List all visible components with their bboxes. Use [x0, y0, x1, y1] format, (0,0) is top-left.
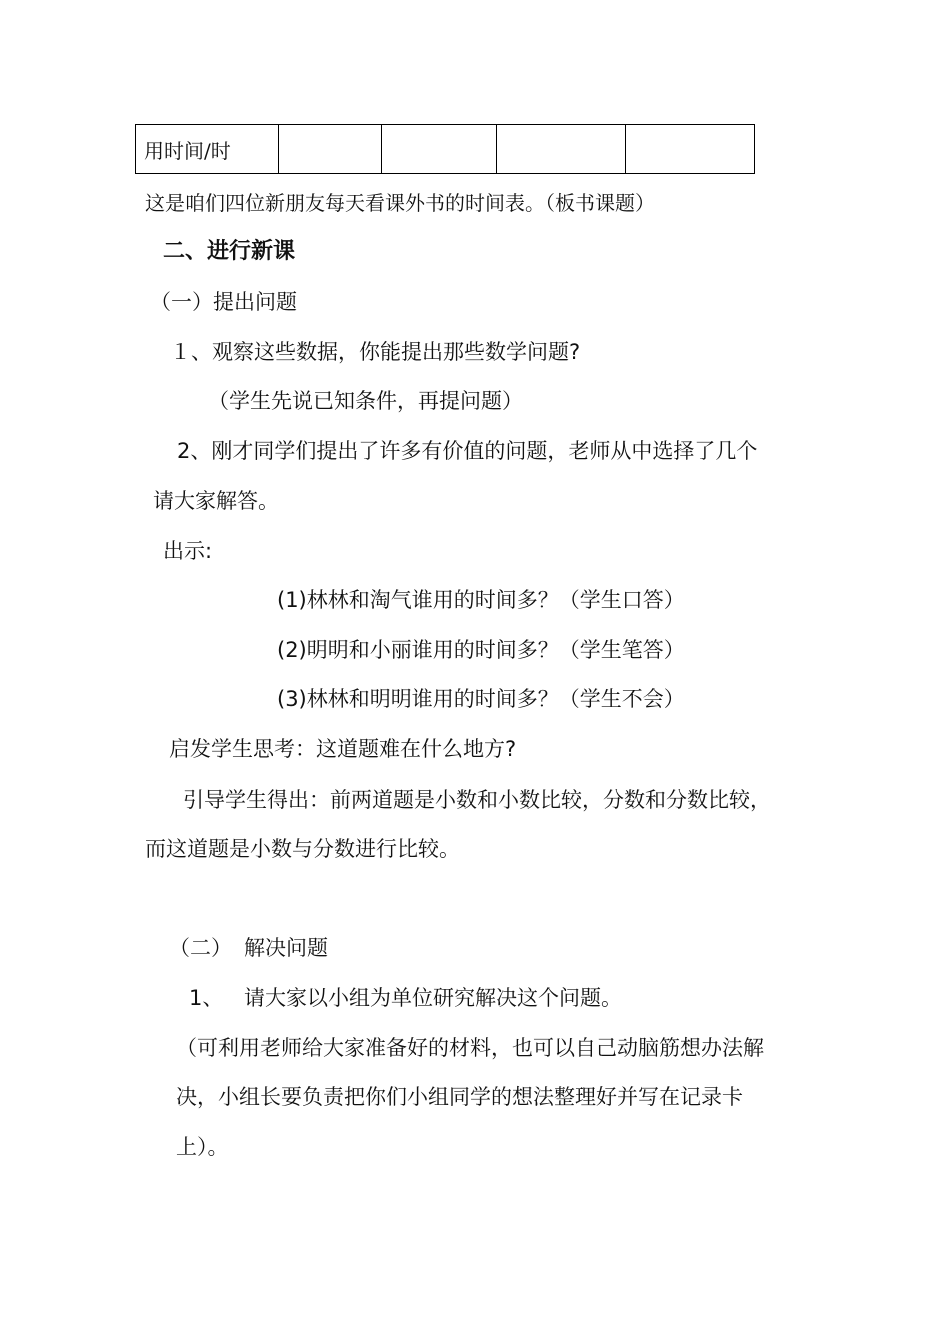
table-cell: [382, 125, 497, 174]
note-line1: （可利用老师给大家准备好的材料，也可以自己动脑筋想办法解: [176, 1036, 764, 1060]
section-heading: 二、进行新课: [163, 239, 296, 264]
table-cell: [497, 125, 626, 174]
table-cell: [626, 125, 755, 174]
sub-question-2: (2)明明和小丽谁用的时间多？（学生笔答）: [277, 638, 685, 662]
student-note: （学生先说已知条件，再提问题）: [208, 389, 523, 413]
item2-line2: 请大家解答。: [153, 489, 279, 513]
time-table: [135, 124, 755, 174]
show-label: 出示:: [163, 539, 213, 563]
guide-line1: 引导学生得出：前两道题是小数和小数比较，分数和分数比较，: [183, 788, 771, 812]
part1-title: （一）提出问题: [150, 290, 297, 314]
prompt-text: 启发学生思考：这道题难在什么地方?: [169, 737, 517, 761]
table-cell: [279, 125, 382, 174]
question-item-1: １、观察这些数据，你能提出那些数学问题?: [170, 340, 581, 364]
note-line3: 上）。: [176, 1135, 229, 1159]
sub-question-3: (3)林林和明明谁用的时间多？（学生不会）: [277, 687, 685, 711]
table-row: [136, 125, 755, 174]
part2-title-number: （二）: [169, 936, 232, 960]
item2-line1: 2、刚才同学们提出了许多有价值的问题，老师从中选择了几个: [177, 439, 758, 463]
part2-title: 解决问题: [244, 936, 328, 960]
sub-question-1: (1)林林和淘气谁用的时间多？（学生口答）: [277, 588, 685, 612]
note-line2: 决，小组长要负责把你们小组同学的想法整理好并写在记录卡: [176, 1085, 743, 1109]
intro-text: 这是咱们四位新朋友每天看课外书的时间表。（板书课题）: [145, 191, 655, 215]
part2-item1: 请大家以小组为单位研究解决这个问题。: [244, 986, 622, 1010]
part2-item1-number: 1、: [189, 986, 224, 1010]
guide-line2: 而这道题是小数与分数进行比较。: [145, 837, 460, 861]
row-label-cell: 用时间/时: [136, 125, 279, 174]
